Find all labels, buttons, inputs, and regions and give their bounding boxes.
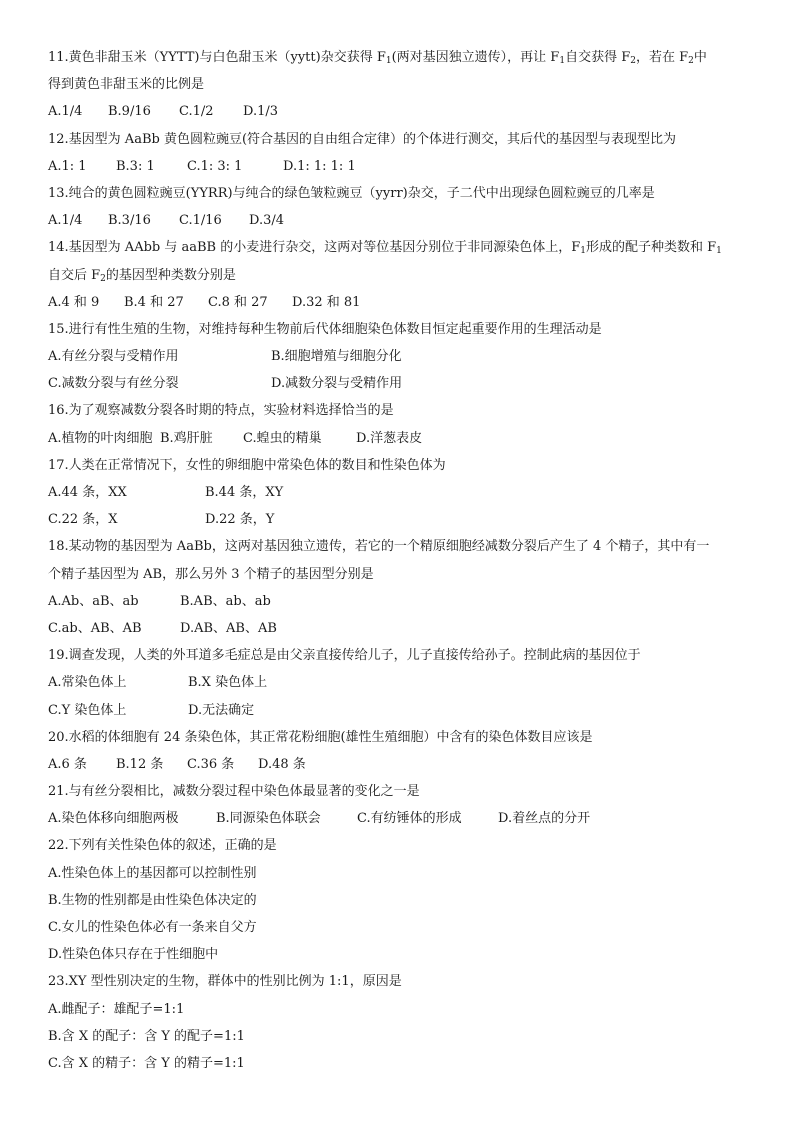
option-a[interactable]: A.植物的叶肉细胞 — [48, 430, 153, 446]
option-b[interactable]: B.3/16 — [108, 213, 151, 229]
option-a[interactable]: A.6 条 — [48, 756, 87, 772]
option-a[interactable]: A.4 和 9 — [48, 294, 100, 310]
option-row — [48, 914, 748, 941]
option-b[interactable]: B.AB、ab、ab — [180, 593, 271, 609]
question-15 — [48, 316, 748, 398]
option-c[interactable]: C.蝗虫的精巢 — [243, 430, 322, 446]
option-c[interactable]: C.ab、AB、AB — [48, 620, 142, 636]
option-d[interactable]: D.洋葱表皮 — [356, 430, 423, 446]
option-row — [48, 615, 748, 642]
question-stem: 14.基因型为 AAbb 与 aaBB 的小麦进行杂交，这两对等位基因分别位于非同源染色体上，$F_1$形成的配子种类数和 $F_1$ — [48, 240, 722, 257]
question-stem: 11.黄色非甜玉米（YYTT)与白色甜玉米（yytt)杂交获得 $F_1$(两对基因独立遗传），再让 $F_1$自交获得 $F_2$，若在 $F_2$中 — [48, 50, 707, 66]
option-row — [48, 697, 748, 724]
option-a[interactable]: A.染色体移向细胞两极 — [48, 811, 179, 827]
question-20 — [48, 724, 748, 778]
option-row — [48, 370, 748, 397]
option-a[interactable]: A.1/4 — [48, 213, 83, 229]
option-b[interactable]: B.细胞增殖与细胞分化 — [271, 349, 402, 365]
option-row — [48, 860, 748, 887]
option-d[interactable]: D.AB、AB、AB — [180, 620, 277, 636]
option-row — [48, 98, 748, 125]
question-18 — [48, 533, 748, 642]
option-c[interactable]: C.22 条，X — [48, 512, 118, 528]
option-b[interactable]: B.9/16 — [108, 104, 151, 120]
option-row — [48, 887, 748, 914]
option-row — [48, 805, 748, 832]
option-row — [48, 153, 748, 180]
question-stem: 18.某动物的基因型为 AaBb，这两对基因独立遗传，若它的一个精原细胞经减数分裂后产生了 4 个精子，其中有一 — [48, 539, 710, 555]
option-d[interactable]: D.着丝点的分开 — [498, 811, 591, 827]
option-row — [48, 479, 748, 506]
option-b[interactable]: B.44 条，XY — [205, 485, 284, 500]
option-row — [48, 941, 748, 968]
option-row — [48, 425, 748, 452]
question-stem: 21.与有丝分裂相比，减数分裂过程中染色体最显著的变化之一是 — [48, 784, 420, 800]
option-d[interactable]: D.无法确定 — [188, 702, 255, 718]
option-c[interactable]: C.女儿的性染色体必有一条来自父方 — [48, 920, 257, 935]
question-19 — [48, 642, 748, 724]
option-row — [48, 506, 748, 533]
option-d[interactable]: D.32 和 81 — [292, 294, 361, 310]
question-stem: 23.XY 型性别决定的生物，群体中的性别比例为 1:1，原因是 — [48, 974, 402, 990]
question-page — [48, 44, 748, 1077]
option-b[interactable]: B.含 X 的配子：含 Y 的配子=1:1 — [48, 1028, 245, 1044]
question-stem: 13.纯合的黄色圆粒豌豆(YYRR)与纯合的绿色皱粒豌豆（yyrr)杂交，子二代中出现绿色圆粒豌豆的几率是 — [48, 185, 655, 201]
option-b[interactable]: B.鸡肝脏 — [160, 430, 213, 446]
option-row — [48, 207, 748, 234]
option-row — [48, 751, 748, 778]
option-d[interactable]: D.22 条，Y — [205, 512, 275, 528]
option-c[interactable]: C.Y 染色体上 — [48, 702, 127, 718]
option-a[interactable]: A.Ab、aB、ab — [48, 593, 139, 609]
option-b[interactable]: B.4 和 27 — [124, 294, 184, 310]
question-22 — [48, 832, 748, 968]
option-row — [48, 1023, 748, 1050]
option-a[interactable]: A.雌配子：雄配子=1:1 — [48, 1001, 185, 1017]
option-a[interactable]: A.1/4 — [48, 104, 83, 120]
option-b[interactable]: B.生物的性别都是由性染色体决定的 — [48, 892, 257, 908]
option-c[interactable]: C.36 条 — [187, 756, 235, 772]
question-13 — [48, 180, 748, 234]
question-stem: 个精子基因型为 AB，那么另外 3 个精子的基因型分别是 — [48, 566, 374, 582]
option-a[interactable]: A.44 条，XX — [48, 485, 127, 500]
option-c[interactable]: C.1: 3: 1 — [187, 158, 243, 174]
option-d[interactable]: D.1: 1: 1: 1 — [283, 158, 356, 174]
option-c[interactable]: C.有纺锤体的形成 — [357, 811, 462, 827]
option-row — [48, 289, 748, 316]
option-d[interactable]: D.减数分裂与受精作用 — [271, 376, 403, 392]
option-row — [48, 343, 748, 370]
question-stem: 20.水稻的体细胞有 24 条染色体，其正常花粉细胞(雄性生殖细胞）中含有的染色体数目应该是 — [48, 729, 593, 745]
option-d[interactable]: D.48 条 — [258, 756, 306, 772]
option-a[interactable]: A.1: 1 — [48, 158, 87, 174]
option-c[interactable]: C.减数分裂与有丝分裂 — [48, 376, 179, 392]
option-c[interactable]: C.8 和 27 — [208, 294, 268, 310]
option-c[interactable]: C.1/2 — [179, 104, 214, 120]
option-row — [48, 1050, 748, 1077]
option-b[interactable]: B.X 染色体上 — [188, 675, 268, 691]
option-b[interactable]: B.3: 1 — [116, 158, 155, 174]
option-d[interactable]: D.3/4 — [249, 213, 285, 229]
question-stem: 得到黄色非甜玉米的比例是 — [48, 77, 205, 93]
question-17 — [48, 452, 748, 534]
question-stem: 17.人类在正常情况下，女性的卵细胞中常染色体的数目和性染色体为 — [48, 457, 446, 473]
question-16 — [48, 397, 748, 451]
option-a[interactable]: A.有丝分裂与受精作用 — [48, 349, 179, 365]
option-row — [48, 588, 748, 615]
option-b[interactable]: B.12 条 — [116, 756, 164, 772]
option-c[interactable]: C.含 X 的精子：含 Y 的精子=1:1 — [48, 1055, 245, 1071]
option-b[interactable]: B.同源染色体联会 — [216, 811, 321, 827]
option-row — [48, 669, 748, 696]
question-23 — [48, 968, 748, 1077]
option-a[interactable]: A.性染色体上的基因都可以控制性别 — [48, 865, 257, 881]
option-d[interactable]: D.1/3 — [243, 104, 279, 120]
question-21 — [48, 778, 748, 832]
option-row — [48, 996, 748, 1023]
option-a[interactable]: A.常染色体上 — [48, 675, 127, 691]
question-stem: 12.基因型为 AaBb 黄色圆粒豌豆(符合基因的自由组合定律）的个体进行测交，其后代的基因型与表现型比为 — [48, 131, 677, 147]
question-stem: 16.为了观察减数分裂各时期的特点，实验材料选择恰当的是 — [48, 403, 394, 419]
question-11 — [48, 44, 748, 126]
question-stem: 15.进行有性生殖的生物，对维持每种生物前后代体细胞染色体数目恒定起重要作用的生理活动是 — [48, 321, 602, 337]
option-d[interactable]: D.性染色体只存在于性细胞中 — [48, 947, 219, 963]
question-12 — [48, 126, 748, 180]
question-stem: 自交后 $F_2$的基因型种类数分别是 — [48, 267, 236, 284]
question-stem: 22.下列有关性染色体的叙述，正确的是 — [48, 838, 277, 854]
question-stem: 19.调查发现，人类的外耳道多毛症总是由父亲直接传给儿子，儿子直接传给孙子。控制此病的基因位于 — [48, 648, 641, 664]
option-c[interactable]: C.1/16 — [179, 213, 222, 229]
question-14 — [48, 234, 748, 316]
